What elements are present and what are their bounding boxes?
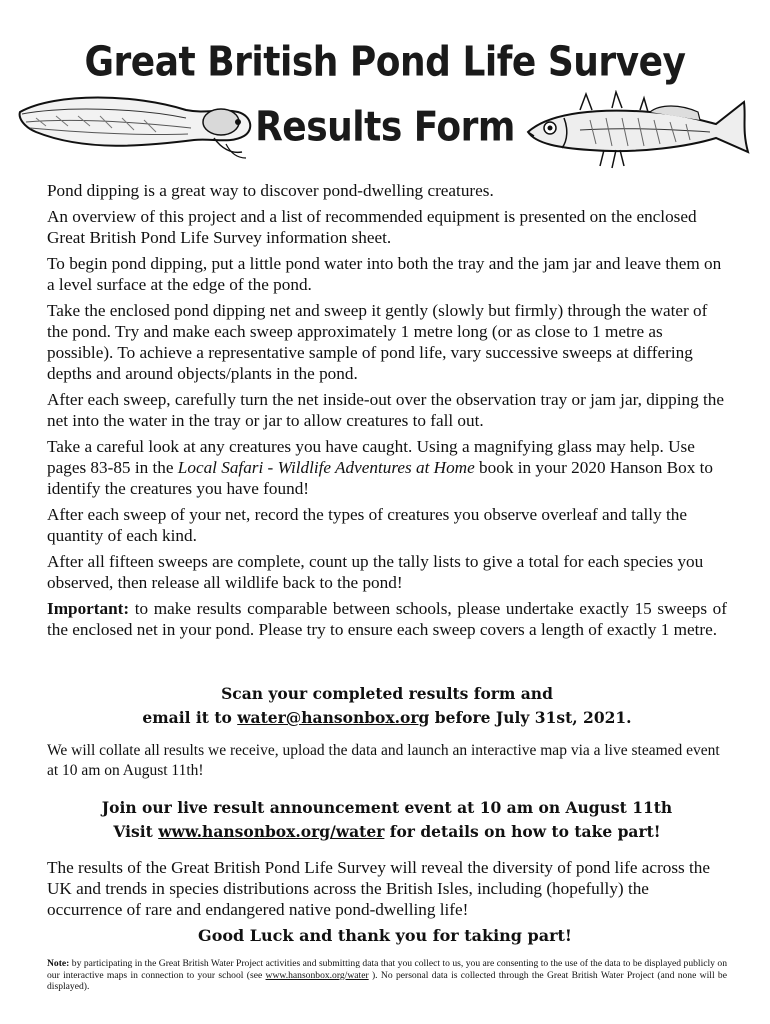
important-label: Important: — [47, 599, 130, 618]
important-paragraph — [47, 598, 727, 640]
event-url-link[interactable]: www.hansonbox.org/water — [158, 822, 385, 841]
submit-line-1: Scan your completed results form and — [221, 684, 553, 703]
instructions-section — [47, 180, 727, 645]
event-announcement — [47, 796, 727, 844]
page-title: Great British Pond Life Survey — [84, 38, 686, 87]
tally-paragraph: After all fifteen sweeps are complete, count up the tally lists to give a total for each species you observed, then release all wildlife back to the pond! — [47, 552, 704, 592]
identify-text-start: Take a careful look at any creatures you have caught. Using a magnifying glass may help. Use pages 83-85 in the — [47, 437, 695, 477]
overview-paragraph: An overview of this project and a list of recommended equipment is presented on the enclosed Great British Pond Life Survey information sheet. — [47, 207, 697, 247]
page-subtitle: Results Form — [255, 103, 515, 152]
good-luck-message: Good Luck and thank you for taking part! — [198, 926, 572, 945]
identify-text-end: book in your 2020 Hanson Box to identify the creatures you have found! — [47, 458, 713, 498]
event-suffix: for details on how to take part! — [384, 822, 661, 841]
intro-paragraph: Pond dipping is a great way to discover pond-dwelling creatures. — [47, 181, 494, 200]
consent-note — [47, 958, 727, 993]
submit-line-2 — [47, 706, 727, 730]
event-line-2 — [47, 820, 727, 844]
submit-deadline: before July 31st, 2021. — [429, 708, 632, 727]
note-text-end: ). No personal data is collected through the Great British Water Project (and none will be displayed). — [47, 969, 727, 992]
important-text: to make results comparable between schools, please undertake exactly 15 sweeps of the enclosed net in your pond. Please try to ensure each sweep covers a length of exactly 1 metre. — [47, 599, 727, 639]
empty-net-paragraph: After each sweep, carefully turn the net inside-out over the observation tray or jam jar, dipping the net into the water in the tray or jar to allow creatures to fall out. — [47, 390, 725, 430]
record-paragraph: After each sweep of your net, record the types of creatures you observe overleaf and tally the quantity of each kind. — [47, 505, 687, 545]
identify-paragraph — [47, 436, 727, 499]
submit-instructions — [47, 682, 727, 730]
note-url-link[interactable]: www.hansonbox.org/water — [265, 969, 369, 981]
sweep-paragraph: Take the enclosed pond dipping net and sweep it gently (slowly but firmly) through the water of the pond. Try and make each sweep approximately 1 metre long (or as close to 1 metre as possible). To achieve a representative sample of pond life, vary successive sweeps at differing depths and around objects/plants in the pond. — [47, 301, 708, 383]
collate-paragraph: We will collate all results we receive, upload the data and launch an interactive map via a live steamed event at 10 am on August 11th! — [47, 742, 720, 779]
note-label: Note: — [47, 958, 70, 969]
event-prefix: Visit — [113, 822, 159, 841]
setup-paragraph: To begin pond dipping, put a little pond water into both the tray and the jam jar and leave them on a level surface at the edge of the pond. — [47, 254, 722, 294]
results-paragraph: The results of the Great British Pond Life Survey will reveal the diversity of pond life across the UK and trends in species distributions across the British Isles, including (hopefully) the occurrence of rare and endangered native pond-dwelling life! — [47, 858, 710, 919]
email-link[interactable]: water@hansonbox.org — [237, 708, 430, 727]
book-title: Local Safari - Wildlife Adventures at Home — [177, 458, 475, 477]
event-line-1: Join our live result announcement event at 10 am on August 11th — [101, 798, 673, 817]
note-text-start: by participating in the Great British Water Project activities and submitting data that you collect to us, you are consenting to the use of the data to be displayed publicly on our interactive maps in connection to your school (see — [47, 958, 727, 981]
submit-prefix: email it to — [142, 708, 238, 727]
tadpole-illustration — [16, 82, 256, 164]
stickleback-fish-illustration — [520, 90, 752, 172]
